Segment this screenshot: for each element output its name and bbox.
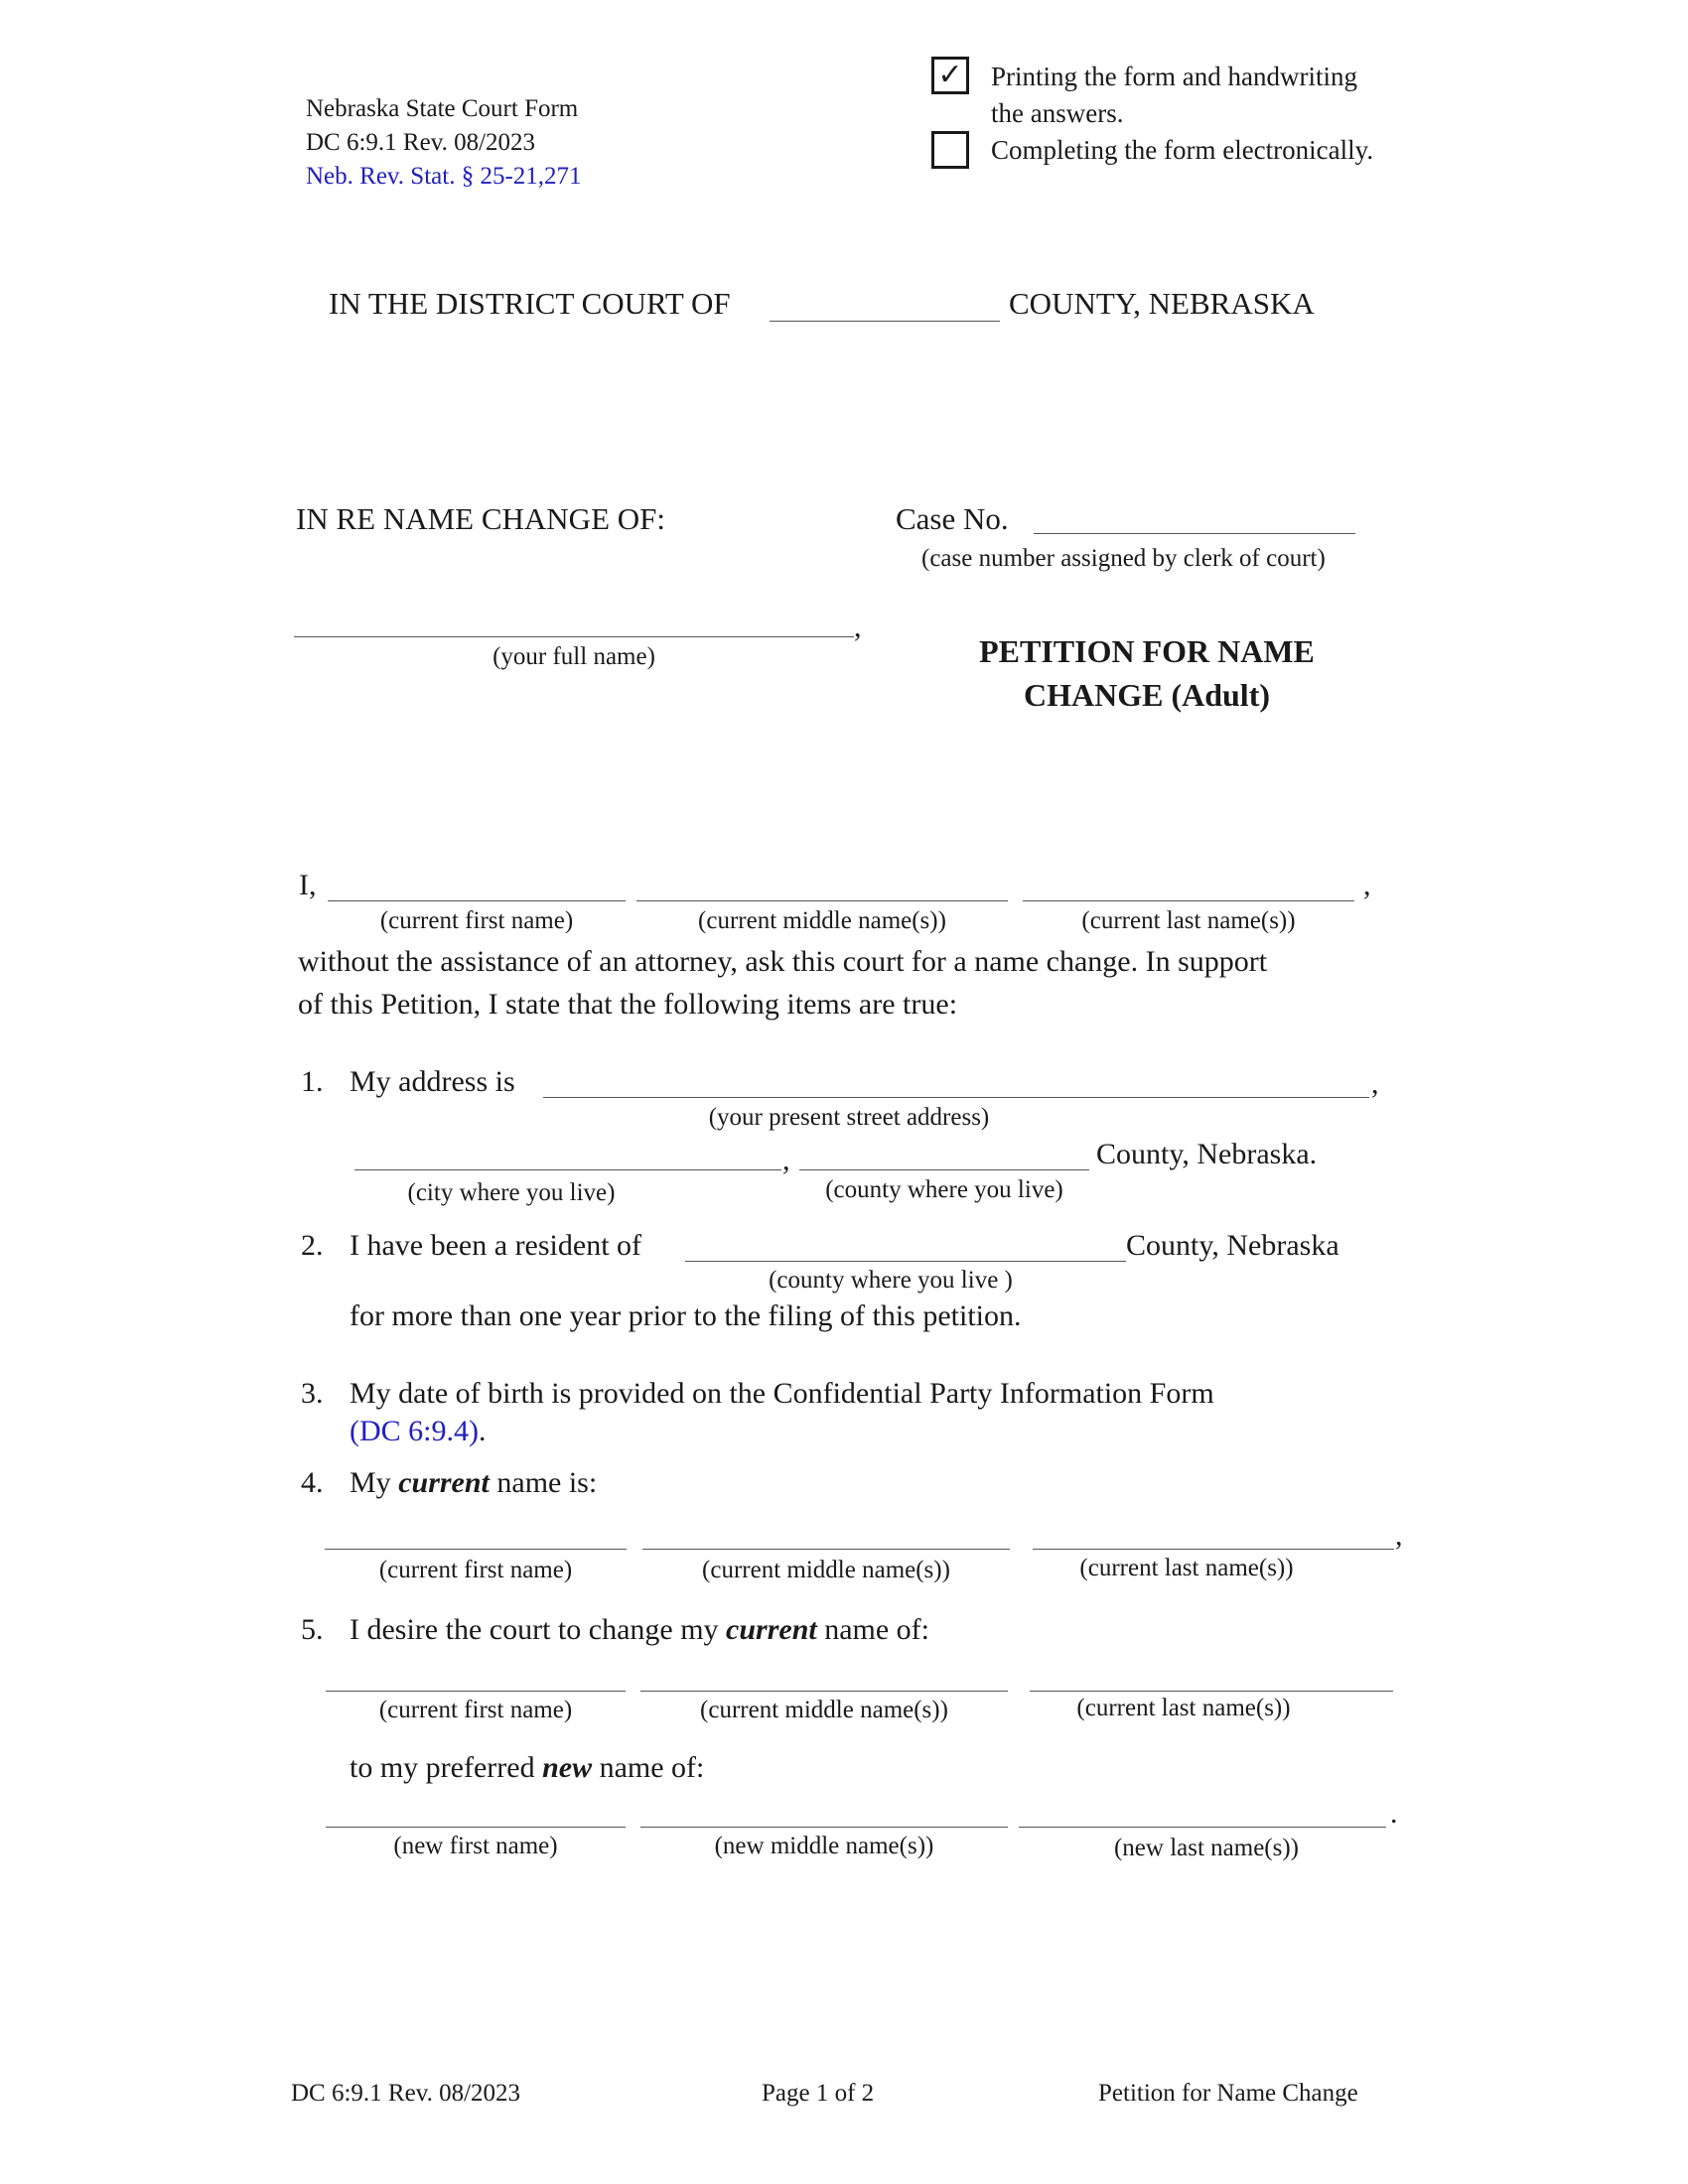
intro-last-name-hint: (current last name(s)): [1081, 907, 1296, 934]
item1-text: My address is: [350, 1065, 515, 1098]
item5-last-name-hint: (current last name(s)): [1076, 1695, 1291, 1721]
item3-period: .: [479, 1415, 487, 1447]
item5-period: .: [1390, 1797, 1398, 1830]
item5-to-post: name of:: [599, 1751, 705, 1784]
intro-text-line2: of this Petition, I state that the following items are true:: [298, 988, 958, 1021]
item1-county-suffix: County, Nebraska.: [1096, 1138, 1318, 1170]
item2-text: I have been a resident of: [350, 1229, 642, 1262]
case-no-label: Case No.: [896, 501, 1009, 536]
item4-pre: My: [350, 1466, 391, 1499]
full-name-blank[interactable]: [294, 636, 854, 637]
item5-text: [350, 1613, 929, 1647]
new-middle-name-hint: (new middle name(s)): [714, 1833, 934, 1859]
footer-page-number: Page 1 of 2: [762, 2080, 875, 2107]
county-blank[interactable]: [770, 321, 1000, 322]
item2-number: 2.: [301, 1229, 324, 1262]
intro-text-line1: without the assistance of an attorney, ask this court for a name change. In support: [298, 945, 1268, 978]
street-address-hint: (your present street address): [708, 1104, 990, 1131]
item4-number: 4.: [301, 1466, 324, 1499]
item2-line2: for more than one year prior to the filing of this petition.: [350, 1299, 1022, 1332]
item4-post: name is:: [496, 1466, 598, 1499]
full-name-hint: (your full name): [492, 643, 655, 670]
new-first-name-hint: (new first name): [393, 1833, 558, 1859]
intro-prefix: I,: [299, 869, 317, 901]
item5-last-name-blank[interactable]: [1030, 1691, 1393, 1692]
statute-link[interactable]: Neb. Rev. Stat. § 25-21,271: [306, 163, 582, 190]
item5-emphasis: current: [726, 1613, 817, 1646]
item1-number: 1.: [301, 1065, 324, 1098]
electronic-option-checkbox[interactable]: [931, 131, 969, 169]
item4-middle-name-blank[interactable]: [642, 1549, 1010, 1550]
intro-first-name-hint: (current first name): [379, 907, 574, 934]
court-suffix: COUNTY, NEBRASKA: [1009, 286, 1315, 321]
item4-first-name-hint: (current first name): [378, 1557, 573, 1583]
print-option-label: Printing the form and handwriting: [991, 62, 1357, 91]
item4-first-name-blank[interactable]: [325, 1549, 627, 1550]
intro-first-name-blank[interactable]: [328, 900, 626, 901]
city-blank[interactable]: [354, 1169, 781, 1170]
item4-last-name-blank[interactable]: [1033, 1549, 1394, 1550]
county-live-hint: (county where you live): [825, 1176, 1063, 1203]
petition-title: [933, 629, 1360, 717]
street-address-blank[interactable]: [543, 1097, 1369, 1098]
item5-first-name-blank[interactable]: [326, 1691, 626, 1692]
petition-title-line1: PETITION FOR NAME: [979, 633, 1315, 669]
item5-new-name-text: [350, 1751, 704, 1785]
item5-middle-name-blank[interactable]: [640, 1691, 1008, 1692]
court-prefix: IN THE DISTRICT COURT OF: [329, 286, 731, 321]
case-no-hint: (case number assigned by clerk of court): [921, 545, 1326, 572]
item1-city-comma: ,: [782, 1144, 790, 1176]
dc-form-link[interactable]: (DC 6:9.4): [350, 1415, 479, 1447]
item3-number: 3.: [301, 1377, 324, 1410]
item5-pre: I desire the court to change my: [350, 1613, 719, 1646]
city-hint: (city where you live): [407, 1179, 616, 1206]
item4-comma: ,: [1395, 1519, 1403, 1552]
item5-first-name-hint: (current first name): [378, 1697, 573, 1723]
petition-title-line2: CHANGE (Adult): [1023, 677, 1270, 713]
new-last-name-blank[interactable]: [1019, 1827, 1386, 1828]
in-re-label: IN RE NAME CHANGE OF:: [296, 501, 665, 536]
form-name: Nebraska State Court Form: [306, 95, 579, 122]
footer-form-number: DC 6:9.1 Rev. 08/2023: [291, 2080, 521, 2107]
residence-county-blank[interactable]: [685, 1261, 1126, 1262]
item5-number: 5.: [301, 1613, 324, 1646]
electronic-option-label: Completing the form electronically.: [991, 135, 1374, 165]
item5-middle-name-hint: (current middle name(s)): [700, 1697, 948, 1723]
intro-middle-name-hint: (current middle name(s)): [698, 907, 946, 934]
intro-comma: ,: [1363, 869, 1371, 901]
full-name-comma: ,: [854, 611, 862, 643]
item3-text: My date of birth is provided on the Confidential Party Information Form: [350, 1377, 1214, 1410]
item5-to-pre: to my preferred: [350, 1751, 535, 1784]
item4-emphasis: current: [398, 1466, 490, 1499]
footer-form-title: Petition for Name Change: [1098, 2080, 1358, 2107]
item1-comma: ,: [1371, 1067, 1379, 1100]
item2-suffix: County, Nebraska: [1126, 1229, 1339, 1262]
residence-county-hint: (county where you live ): [769, 1267, 1013, 1294]
form-number: DC 6:9.1 Rev. 08/2023: [306, 129, 536, 156]
county-live-blank[interactable]: [799, 1169, 1089, 1170]
item4-middle-name-hint: (current middle name(s)): [702, 1557, 950, 1583]
item5-post: name of:: [824, 1613, 930, 1646]
case-no-blank[interactable]: [1034, 533, 1355, 534]
intro-middle-name-blank[interactable]: [636, 900, 1008, 901]
new-middle-name-blank[interactable]: [640, 1827, 1008, 1828]
new-last-name-hint: (new last name(s)): [1113, 1835, 1300, 1861]
item4-text: [350, 1466, 597, 1500]
new-first-name-blank[interactable]: [326, 1827, 626, 1828]
print-option-checkbox[interactable]: ✓: [931, 57, 969, 94]
item4-last-name-hint: (current last name(s)): [1079, 1555, 1294, 1581]
print-option-label-cont: the answers.: [991, 98, 1124, 128]
item3-link-line: [350, 1415, 487, 1448]
intro-last-name-blank[interactable]: [1023, 900, 1354, 901]
item5-new-emphasis: new: [542, 1751, 593, 1784]
